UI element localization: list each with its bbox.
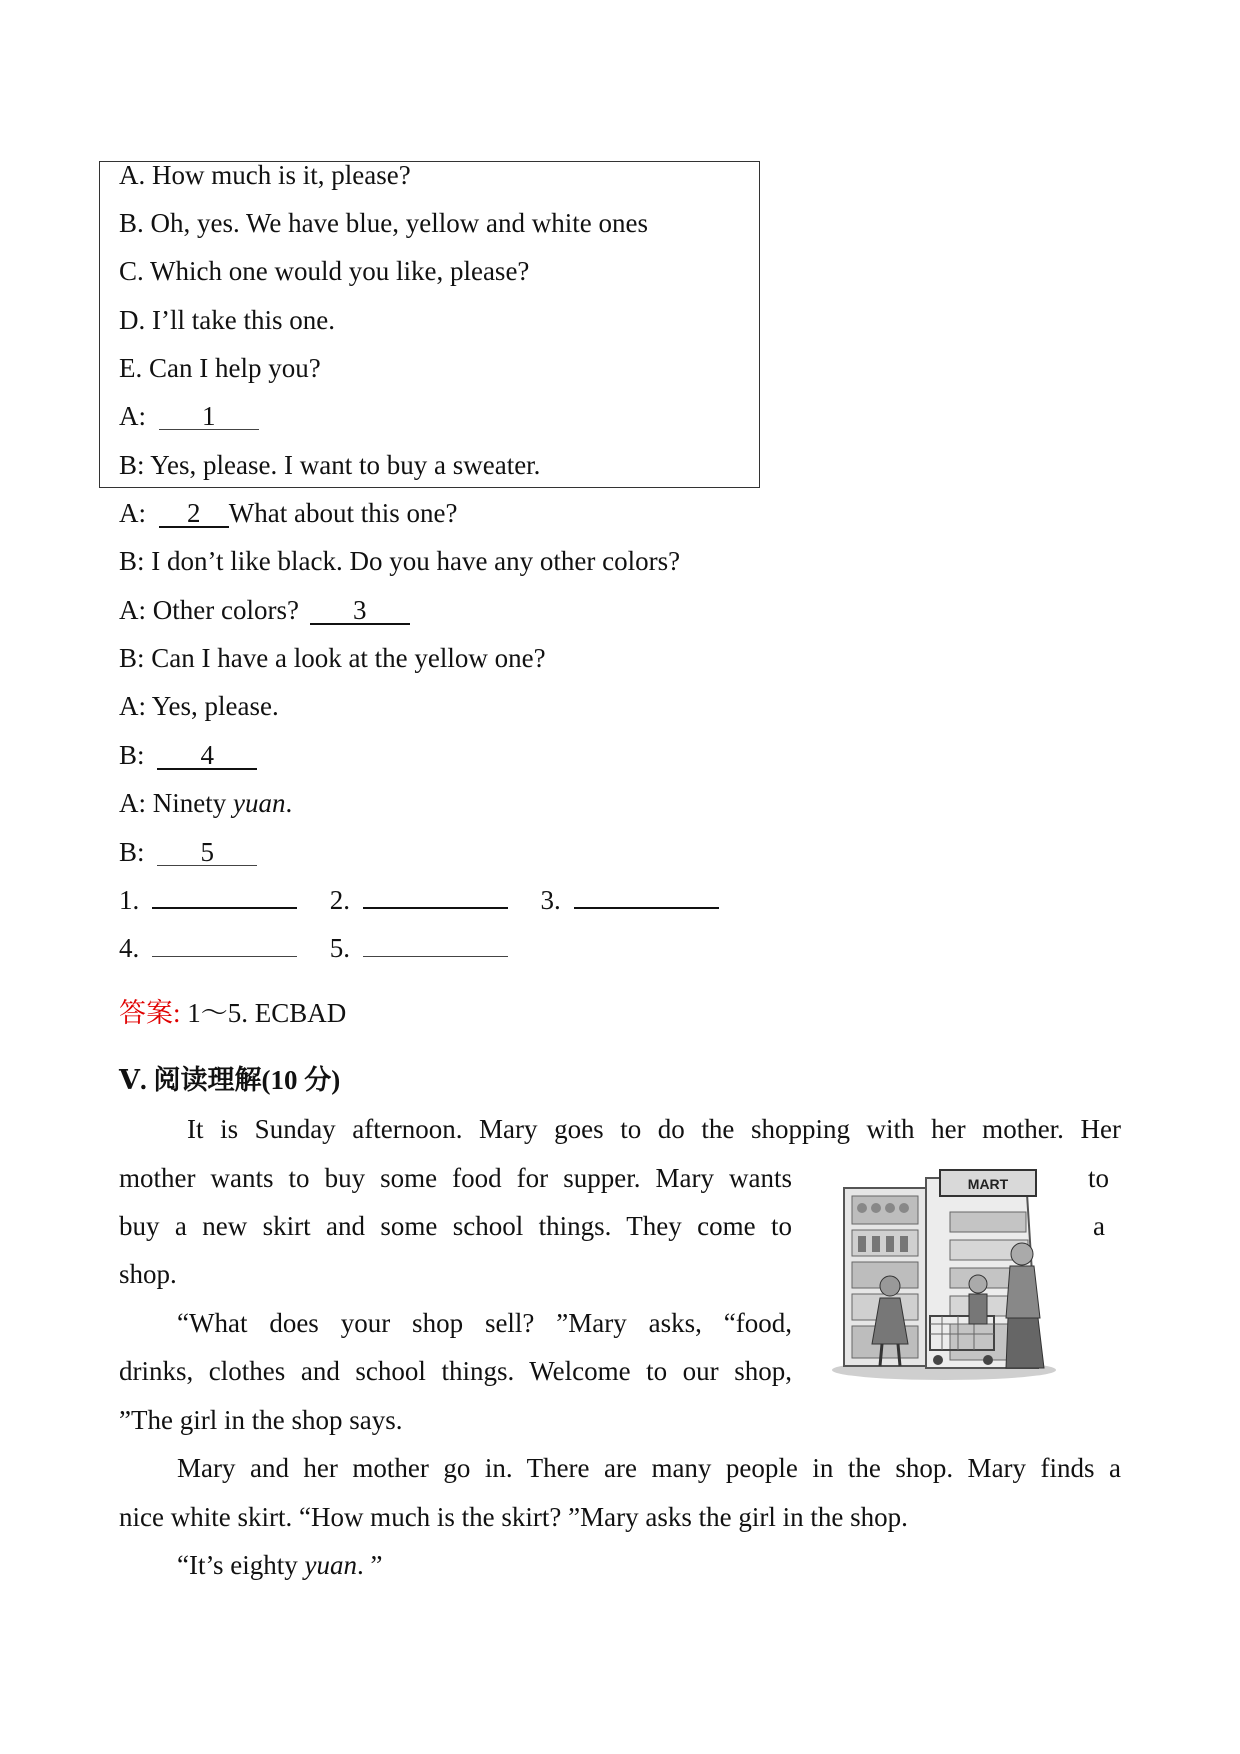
reading-p2-line3: ”The girl in the shop says.	[119, 1405, 403, 1435]
mart-sign	[940, 1170, 1036, 1196]
dialogue-line-b4	[119, 738, 257, 772]
blank-5[interactable]: 5	[157, 839, 257, 866]
option-b: B. Oh, yes. We have blue, yellow and white ones	[119, 208, 648, 238]
option-c: C. Which one would you like, please?	[119, 256, 530, 286]
answer-line-2[interactable]	[363, 907, 508, 909]
blank-4[interactable]: 4	[157, 742, 257, 770]
answer-text: 1～5. ECBAD	[180, 998, 347, 1028]
answer-key	[119, 996, 346, 1030]
reading-p1-line3: buy a new skirt and some school things. They come to	[119, 1211, 792, 1241]
dialogue-line-a2	[119, 496, 457, 530]
reading-p2-line1: “What does your shop sell? ”Mary asks, “food,	[177, 1308, 792, 1338]
answer-number: 5.	[329, 933, 350, 963]
answer-number: 1.	[119, 885, 140, 915]
answer-number: 4.	[119, 933, 140, 963]
dialogue-line-a5	[119, 786, 292, 820]
dialogue-line-b2: B: I don’t like black. Do you have any other colors?	[119, 546, 681, 576]
blank-1[interactable]: 1	[159, 403, 259, 430]
answer-line-1[interactable]	[152, 907, 297, 909]
reading-p2-line2: drinks, clothes and school things. Welcome to our shop,	[119, 1356, 792, 1386]
reading-p3-line1: Mary and her mother go in. There are many people in the shop. Mary finds a	[177, 1453, 1121, 1483]
reading-p1-line2-end: to	[1088, 1163, 1110, 1193]
speaker-label: A:	[119, 498, 146, 528]
option-e: E. Can I help you?	[119, 353, 321, 383]
answer-number: 3.	[540, 885, 561, 915]
dialogue-line-a1	[119, 399, 259, 433]
blank-3[interactable]: 3	[310, 597, 410, 625]
punctuation: . ”	[356, 1550, 383, 1580]
shop-illustration	[826, 1168, 1066, 1384]
reading-p3-line2: nice white skirt. “How much is the skirt? ”Mary asks the girl in the shop.	[119, 1502, 908, 1532]
speaker-label: B:	[119, 740, 145, 770]
answer-number: 2.	[329, 885, 350, 915]
currency-word: yuan	[304, 1550, 357, 1580]
boy-figure-icon	[969, 1275, 987, 1324]
option-a: A. How much is it, please?	[119, 160, 411, 190]
option-d: D. I’ll take this one.	[119, 305, 335, 335]
reading-p1-line4: shop.	[119, 1259, 177, 1289]
reading-text: “It’s eighty	[177, 1550, 305, 1580]
dialogue-text: What about this one?	[228, 498, 458, 528]
reading-p1-line2: mother wants to buy some food for supper. Mary wants	[119, 1163, 792, 1193]
answer-label: 答案:	[119, 998, 181, 1028]
sign-text: MART	[967, 1176, 1009, 1192]
punctuation: .	[285, 788, 293, 818]
answer-lines-row-1	[119, 883, 719, 917]
dialogue-text: A: Other colors?	[119, 595, 299, 625]
answer-line-5[interactable]	[363, 956, 508, 957]
speaker-label: B:	[119, 837, 145, 867]
reading-p1-line1: It is Sunday afternoon. Mary goes to do the shopping with her mother. Her	[187, 1114, 1121, 1144]
dialogue-line-b5	[119, 835, 257, 869]
dialogue-text: A: Ninety	[119, 788, 233, 818]
currency-word: yuan	[233, 788, 286, 818]
dialogue-line-b3: B: Can I have a look at the yellow one?	[119, 643, 546, 673]
speaker-label: A:	[119, 401, 146, 431]
section-title: Ⅴ. 阅读理解(10 分)	[119, 1065, 341, 1095]
answer-line-4[interactable]	[152, 956, 297, 957]
reading-p1-line3-end: a	[1093, 1211, 1105, 1241]
answer-lines-row-2	[119, 931, 508, 965]
reading-p4-line1	[177, 1548, 382, 1582]
dialogue-line-a3	[119, 593, 410, 627]
dialogue-line-b1: B: Yes, please. I want to buy a sweater.	[119, 450, 541, 480]
blank-2[interactable]: 2	[159, 500, 229, 528]
answer-line-3[interactable]	[574, 907, 719, 909]
dialogue-line-a4: A: Yes, please.	[119, 691, 279, 721]
